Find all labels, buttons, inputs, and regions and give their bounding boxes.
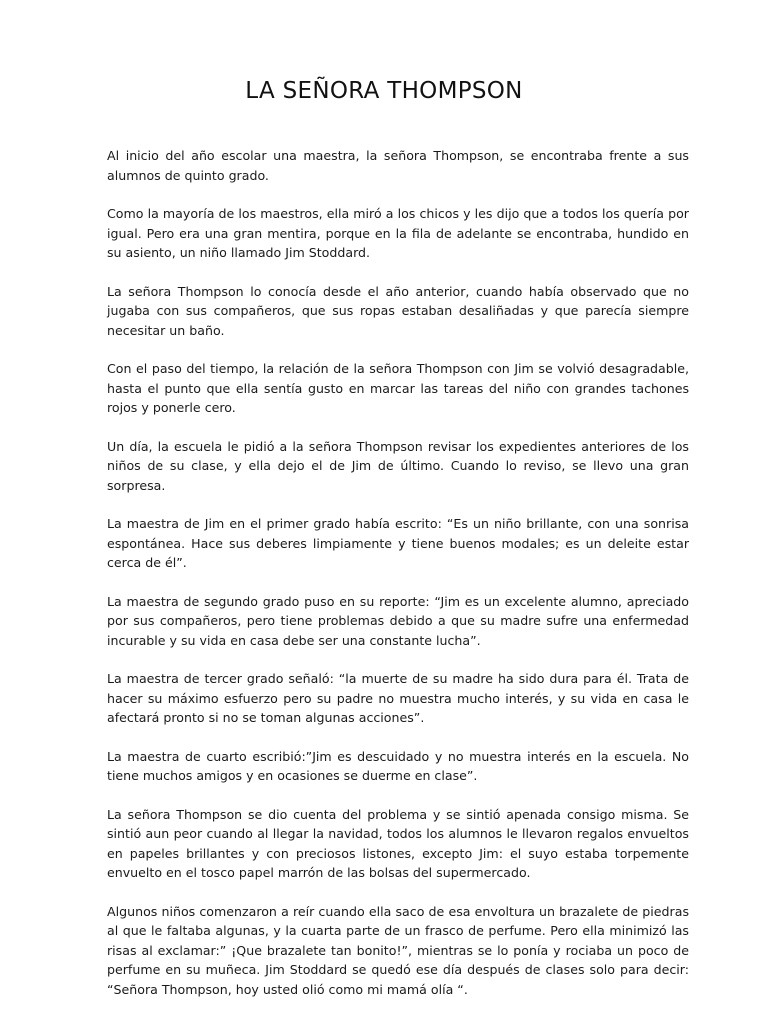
paragraph: Como la mayoría de los maestros, ella miró a los chicos y les dijo que a todos los quería por igual. Pero era una gran mentira, porque en la fila de adelante se encontraba, hundido en su asiento, un niño llamado Jim Stoddard. (107, 206, 689, 260)
paragraph: Con el paso del tiempo, la relación de la señora Thompson con Jim se volvió desagradable, hasta el punto que ella sentía gusto en marcar las tareas del niño con grandes tachones rojos y ponerle cero. (107, 361, 689, 415)
paragraph: La maestra de Jim en el primer grado había escrito: “Es un niño brillante, con una sonrisa espontánea. Hace sus deberes limpiamente y tiene buenos modales; es un deleite estar cerca de él”. (107, 516, 689, 570)
paragraph: La maestra de segundo grado puso en su reporte: “Jim es un excelente alumno, apreciado por sus compañeros, pero tiene problemas debido a que su madre sufre una enfermedad incurable y su vida en casa debe ser una constante lucha”. (107, 593, 689, 648)
document-body (107, 146, 689, 1018)
paragraph: La maestra de cuarto escribió:”Jim es descuidado y no muestra interés en la escuela. No tiene muchos amigos y en ocasiones se duerme en clase”. (107, 748, 689, 783)
paragraph: La señora Thompson se dio cuenta del problema y se sintió apenada consigo misma. Se sintió aun peor cuando al llegar la navidad, todos los alumnos le llevaron regalos envueltos en papeles brillantes y con preciosos listones, excepto Jim: el suyo estaba torpemente envuelto en el tosco papel marrón de las bolsas del supermercado. (107, 806, 689, 880)
paragraph: La maestra de tercer grado señaló: “la muerte de su madre ha sido dura para él. Trata de hacer su máximo esfuerzo pero su padre no muestra mucho interés, y su vida en casa le afectará pronto si no se toman algunas acciones”. (107, 671, 689, 725)
paragraph: Un día, la escuela le pidió a la señora Thompson revisar los expedientes anteriores de los niños de su clase, y ella dejo el de Jim de último. Cuando lo reviso, se llevo una gran sorpresa. (107, 438, 689, 493)
paragraph: Al inicio del año escolar una maestra, la señora Thompson, se encontraba frente a sus alumnos de quinto grado. (107, 148, 689, 183)
paragraph: La señora Thompson lo conocía desde el año anterior, cuando había observado que no jugaba con sus compañeros, que sus ropas estaban desaliñadas y que parecía siempre necesitar un baño. (107, 283, 689, 338)
paragraph: Algunos niños comenzaron a reír cuando ella saco de esa envoltura un brazalete de piedras al que le faltaba algunas, y la cuarta parte de un frasco de perfume. Pero ella minimizó las risas al exclamar:” ¡Que brazalete tan bonito!”, mientras se lo ponía y rociaba un poco de perfume en su muñeca. Jim Stoddard se quedó ese día después de clases solo para decir: “Señora Thompson, hoy usted olió como mi mamá olía “. (107, 903, 689, 997)
document-title: LA SEÑORA THOMPSON (245, 78, 523, 104)
